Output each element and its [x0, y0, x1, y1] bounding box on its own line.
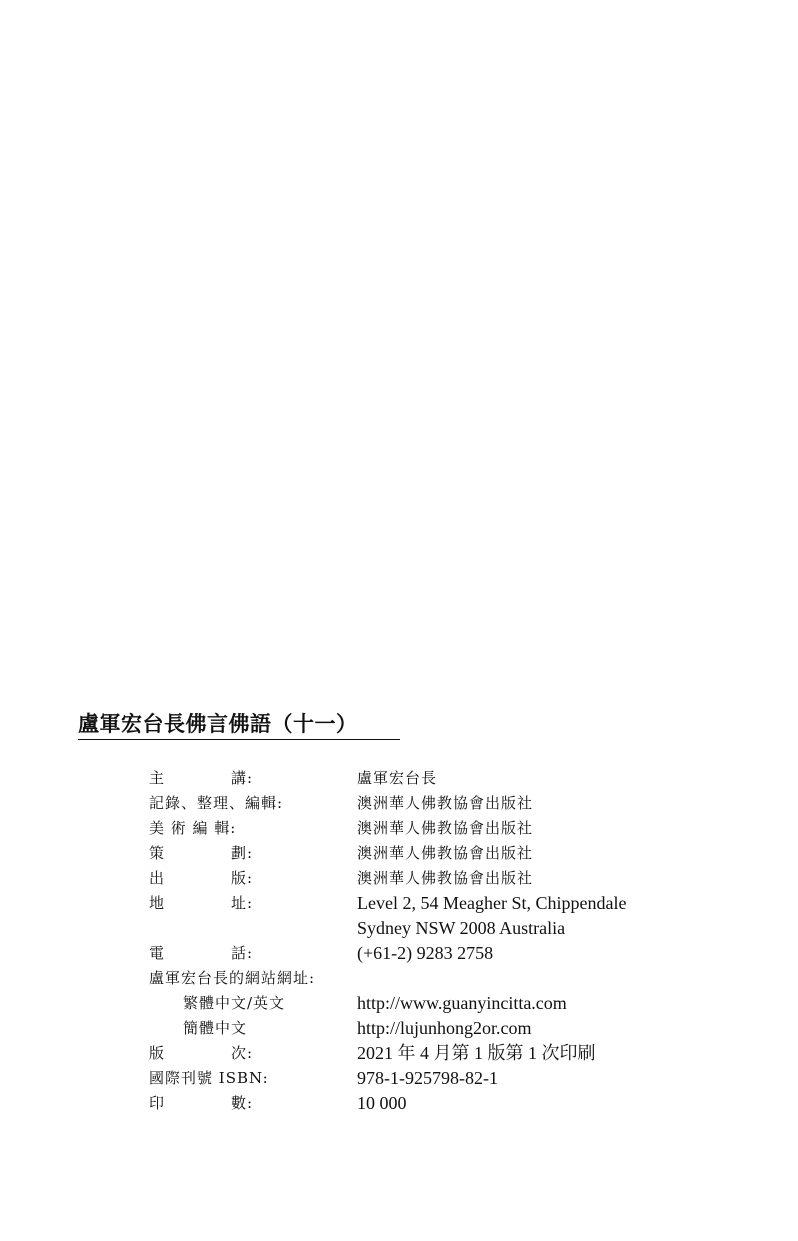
address-label-char-2: 址:: [230, 894, 253, 912]
print-run-label-char-1: 印: [149, 1094, 166, 1112]
info-row-website-heading: [149, 966, 709, 991]
speaker-label-char-1: 主: [149, 769, 166, 787]
publisher-value: 澳洲華人佛教協會出版社: [357, 869, 534, 887]
print-run-label: [149, 1091, 253, 1116]
edition-value: 2021 年 4 月第 1 版第 1 次印刷: [357, 1043, 596, 1063]
speaker-label-char-2: 講:: [230, 769, 253, 787]
speaker-value: 盧軍宏台長: [357, 769, 438, 787]
info-row-speaker: [149, 766, 709, 791]
info-row-editing: [149, 791, 709, 816]
phone-label-char-1: 電: [149, 944, 166, 962]
publisher-label-char-1: 出: [149, 869, 166, 887]
website-traditional-label: 繁體中文/英文: [183, 994, 286, 1012]
book-title: 盧軍宏台長佛言佛語（十一）: [78, 711, 400, 740]
phone-label-char-2: 話:: [230, 944, 253, 962]
info-row-website-traditional: [149, 991, 709, 1016]
print-run-label-char-2: 數:: [230, 1094, 253, 1112]
publisher-label-char-2: 版:: [230, 869, 253, 887]
info-row-print-run: [149, 1091, 709, 1116]
address-line-2: Sydney NSW 2008 Australia: [357, 918, 566, 938]
phone-label: [149, 941, 253, 966]
address-line-1: Level 2, 54 Meagher St, Chippendale: [357, 893, 627, 913]
website-traditional-url[interactable]: http://www.guanyincitta.com: [357, 993, 567, 1013]
website-heading-label: 盧軍宏台長的網站網址:: [149, 969, 316, 987]
editing-value: 澳洲華人佛教協會出版社: [357, 794, 534, 812]
publisher-label: [149, 866, 253, 891]
planning-label-char-1: 策: [149, 844, 166, 862]
editing-label: 記錄、整理、編輯:: [149, 794, 284, 812]
planning-label: [149, 841, 253, 866]
planning-value: 澳洲華人佛教協會出版社: [357, 844, 534, 862]
edition-label-char-1: 版: [149, 1044, 166, 1062]
info-row-address: [149, 891, 709, 916]
website-simplified-label: 簡體中文: [183, 1019, 248, 1037]
publication-info: [149, 766, 709, 1116]
phone-value: (+61-2) 9283 2758: [357, 943, 494, 963]
speaker-label: [149, 766, 253, 791]
isbn-value: 978-1-925798-82-1: [357, 1068, 498, 1088]
info-row-website-simplified: [149, 1016, 709, 1041]
address-label: [149, 891, 253, 916]
edition-label-char-2: 次:: [230, 1044, 253, 1062]
info-row-art-editing: [149, 816, 709, 841]
website-simplified-url[interactable]: http://lujunhong2or.com: [357, 1018, 532, 1038]
art-editing-label: 美 術 編 輯:: [149, 819, 237, 837]
info-row-publisher: [149, 866, 709, 891]
info-row-planning: [149, 841, 709, 866]
planning-label-char-2: 劃:: [230, 844, 253, 862]
art-editing-value: 澳洲華人佛教協會出版社: [357, 819, 534, 837]
info-row-address-cont: [149, 916, 709, 941]
info-row-edition: [149, 1041, 709, 1066]
edition-label: [149, 1041, 253, 1066]
address-label-char-1: 地: [149, 894, 166, 912]
print-run-value: 10 000: [357, 1093, 407, 1113]
isbn-label: 國際刊號 ISBN:: [149, 1069, 269, 1087]
info-row-phone: [149, 941, 709, 966]
info-row-isbn: [149, 1066, 709, 1091]
